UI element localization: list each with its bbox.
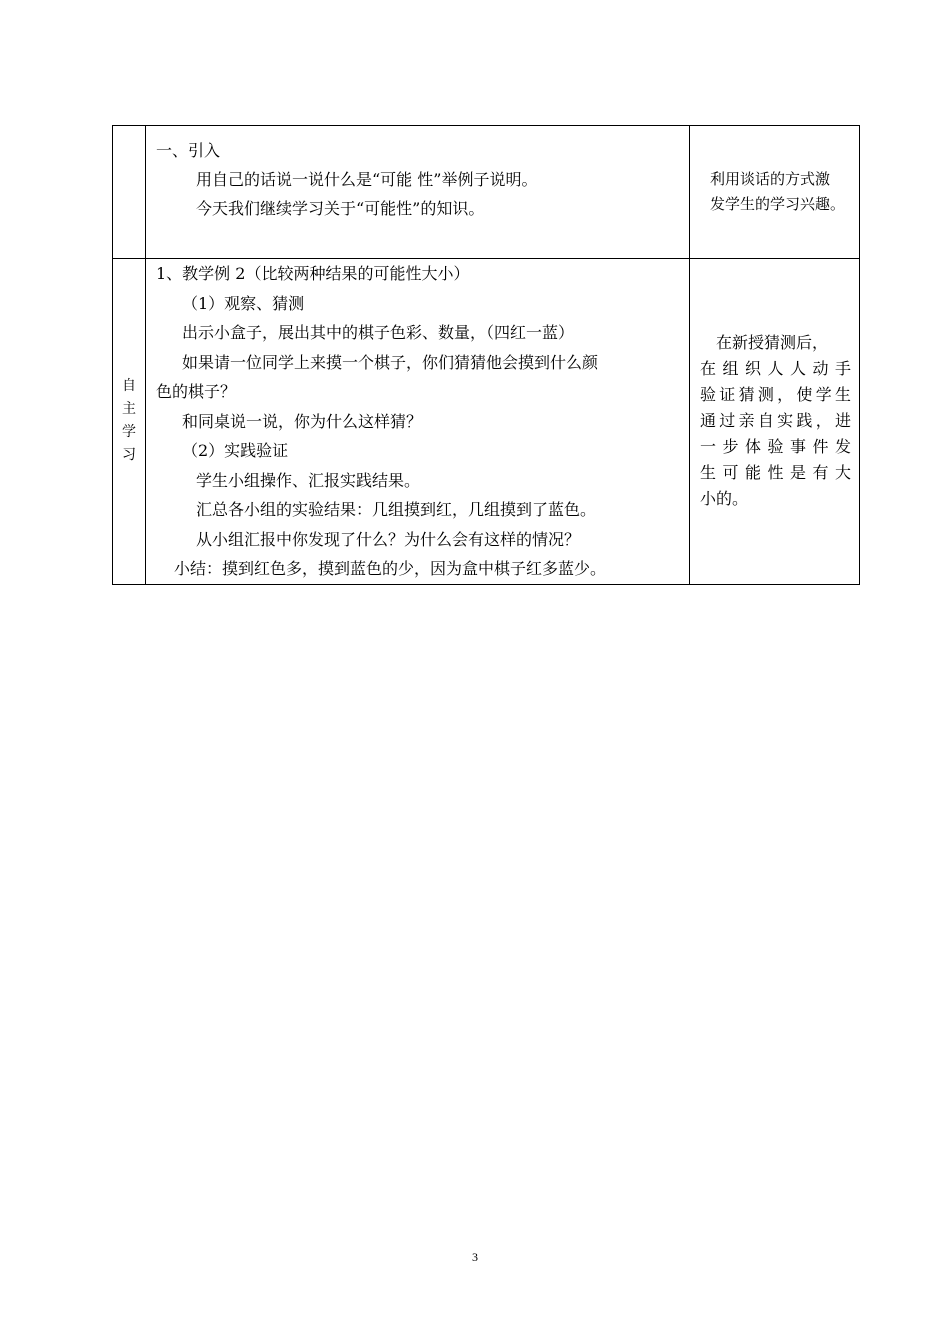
content-line: 用自己的话说一说什么是“可能 性”举例子说明。 <box>196 170 538 189</box>
content-line: （2）实践验证 <box>182 441 289 460</box>
lesson-plan-table <box>112 125 860 585</box>
content-line: （1）观察、猜测 <box>182 293 305 313</box>
note-line: 验证猜测，使学生 <box>700 385 851 405</box>
content-line: 出示小盒子，展出其中的棋子色彩、数量，（四红一蓝） <box>182 323 575 342</box>
design-note-cell-self-study <box>690 259 860 585</box>
content-cell-introduction <box>146 126 690 259</box>
note-line: 生可能性是有大 <box>700 463 851 483</box>
row-label-char: 习 <box>122 447 136 464</box>
row-label-cell-empty <box>113 126 146 259</box>
note-line: 在新授猜测后， <box>716 333 829 353</box>
note-line: 在组织人人动手 <box>700 359 851 379</box>
row-label-char: 自 <box>122 378 136 395</box>
note-line: 一步体验事件发 <box>700 437 851 457</box>
design-note-cell-introduction <box>690 126 860 259</box>
content-line: 从小组汇报中你发现了什么？为什么会有这样的情况？ <box>196 529 581 549</box>
note-line: 利用谈话的方式激 <box>710 170 831 188</box>
content-line: 如果请一位同学上来摸一个棋子，你们猜猜他会摸到什么颜 <box>182 352 599 372</box>
row-label-char: 主 <box>122 401 136 418</box>
content-line: 色的棋子？ <box>156 382 237 401</box>
section-heading: 一、引入 <box>156 141 221 160</box>
row-label-cell-self-study <box>113 259 146 585</box>
section-heading: 1、教学例 2（比较两种结果的可能性大小） <box>156 264 470 283</box>
content-cell-self-study <box>146 259 690 585</box>
table-row-self-study <box>113 259 860 585</box>
content-line: 汇总各小组的实验结果：几组摸到红，几组摸到了蓝色。 <box>196 500 597 519</box>
table-row-introduction <box>113 126 860 259</box>
page-number: 3 <box>472 1250 478 1264</box>
summary-line: 小结：摸到红色多，摸到蓝色的少，因为盒中棋子红多蓝少。 <box>174 559 607 578</box>
content-line: 学生小组操作、汇报实践结果。 <box>196 470 421 490</box>
note-line: 小的。 <box>700 489 749 509</box>
note-line: 通过亲自实践，进 <box>700 411 851 431</box>
content-line: 和同桌说一说，你为什么这样猜？ <box>182 411 423 431</box>
content-line: 今天我们继续学习关于“可能性”的知识。 <box>196 199 485 218</box>
note-line: 发学生的学习兴趣。 <box>710 195 846 213</box>
row-label-char: 学 <box>122 424 136 441</box>
